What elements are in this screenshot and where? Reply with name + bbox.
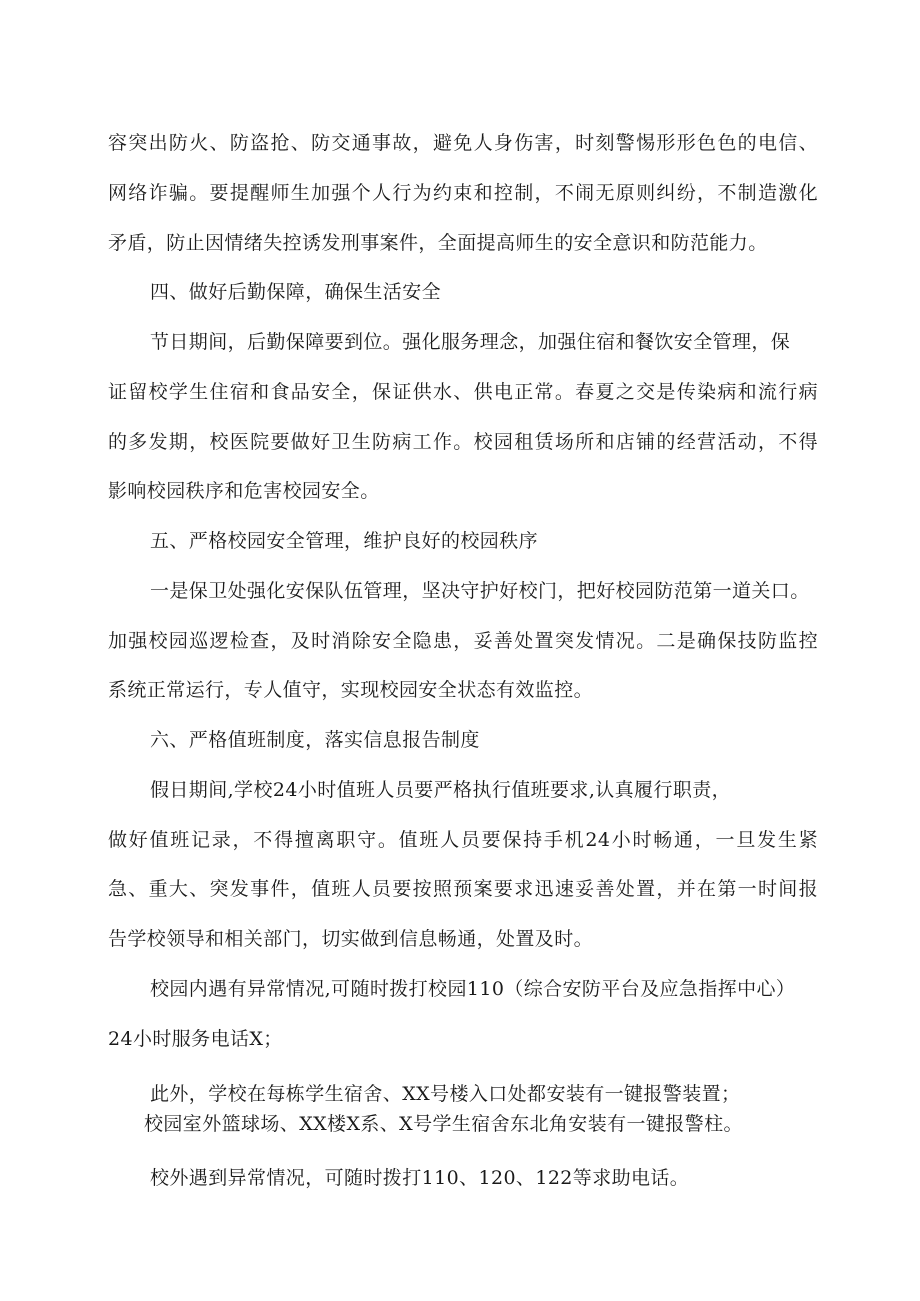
- paragraph-line: 证留校学生住宿和食品安全，保证供水、供电正常。春夏之交是传染病和流行病: [108, 381, 818, 403]
- paragraph-line: 急、重大、突发事件，值班人员要按照预案要求迅速妥善处置，并在第一时间报: [108, 878, 818, 900]
- paragraph-line: 做好值班记录，不得擅离职守。值班人员要保持手机24小时畅通，一旦发生紧: [108, 829, 818, 851]
- paragraph-line: 容突出防火、防盗抢、防交通事故，避免人身伤害，时刻警惕形形色色的电信、: [108, 132, 818, 154]
- section-heading: 五、严格校园安全管理，维护良好的校园秩序: [150, 530, 539, 552]
- paragraph-line: 节日期间，后勤保障要到位。强化服务理念，加强住宿和餐饮安全管理，保: [150, 331, 791, 353]
- paragraph-line: 告学校领导和相关部门，切实做到信息畅通，处置及时。: [108, 928, 594, 950]
- paragraph-line: 系统正常运行，专人值守，实现校园安全状态有效监控。: [108, 679, 594, 701]
- paragraph-line: 24小时服务电话X；: [108, 1028, 283, 1050]
- paragraph-line: 校外遇到异常情况，可随时拨打110、120、122等求助电话。: [150, 1167, 690, 1189]
- paragraph-line: 校园内遇有异常情况,可随时拨打校园110（综合安防平台及应急指挥中心）: [150, 978, 796, 1000]
- paragraph-line: 矛盾，防止因情绪失控诱发刑事案件，全面提高师生的安全意识和防范能力。: [108, 232, 768, 254]
- paragraph-line: 加强校园巡逻检查，及时消除安全隐患，妥善处置突发情况。二是确保技防监控: [108, 630, 818, 652]
- paragraph-line: 网络诈骗。要提醒师生加强个人行为约束和控制，不闹无原则纠纷，不制造激化: [108, 182, 818, 204]
- paragraph-line: 的多发期，校医院要做好卫生防病工作。校园租赁场所和店铺的经营活动，不得: [108, 431, 818, 453]
- paragraph-line: 一是保卫处强化安保队伍管理，坚决守护好校门，把好校园防范第一道关口。: [150, 580, 810, 602]
- paragraph-line: 校园室外篮球场、XX楼X系、X号学生宿舍东北角安装有一键报警柱。: [144, 1113, 743, 1135]
- paragraph-line: 假日期间,学校24小时值班人员要严格执行值班要求,认真履行职责，: [150, 779, 732, 801]
- paragraph-line: 此外，学校在每栋学生宿舍、XX号楼入口处都安装有一键报警装置；: [150, 1083, 741, 1105]
- section-heading: 六、严格值班制度，落实信息报告制度: [150, 729, 480, 751]
- section-heading: 四、做好后勤保障，确保生活安全: [150, 281, 442, 303]
- paragraph-line: 影响校园秩序和危害校园安全。: [108, 480, 380, 502]
